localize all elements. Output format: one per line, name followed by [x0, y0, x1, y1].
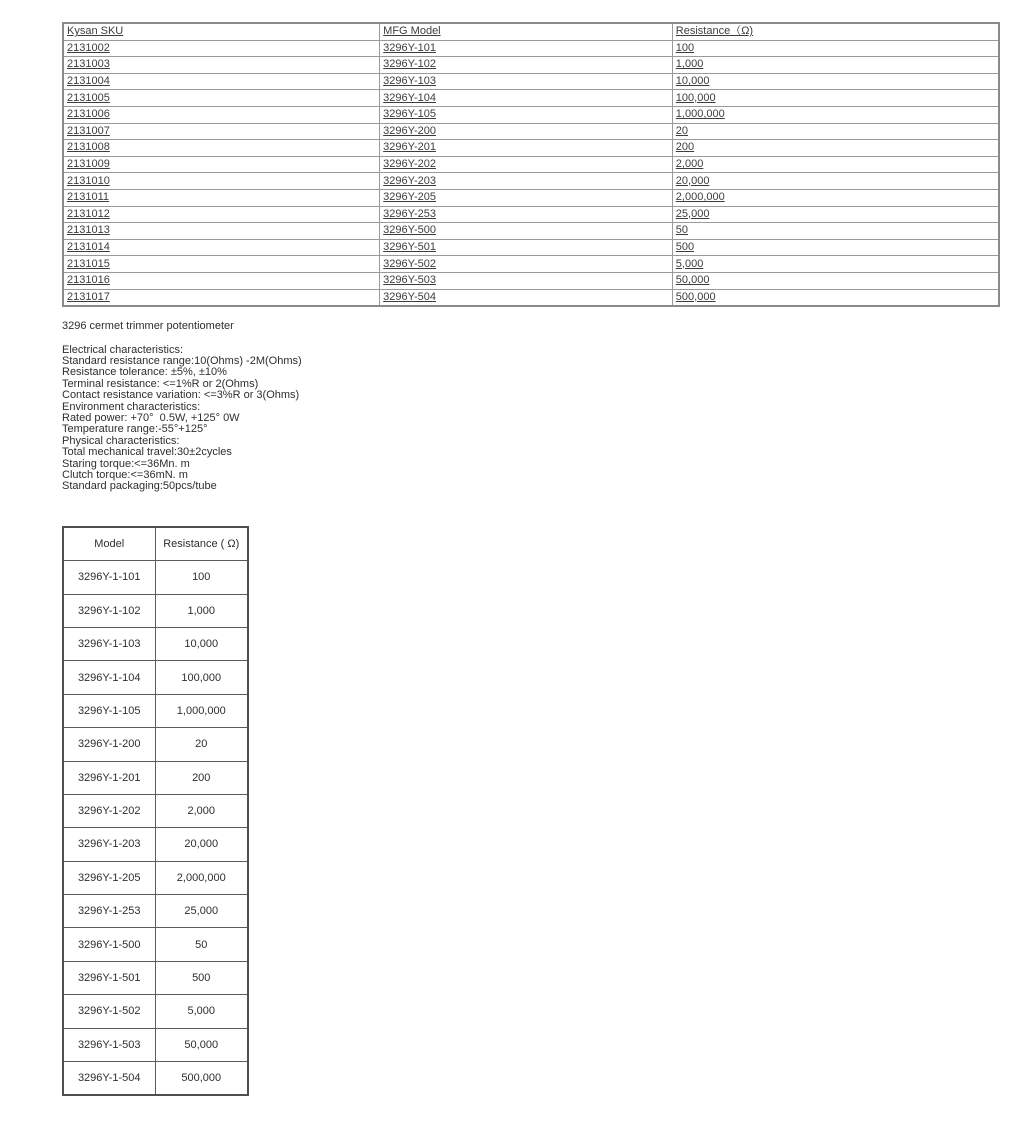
model-table-row	[63, 661, 248, 694]
model-table-row	[63, 895, 248, 928]
sku-table-header-model	[380, 23, 673, 40]
resistance-link[interactable]: 50	[675, 224, 689, 237]
sku-table-cell-sku	[63, 40, 380, 57]
sku-table-cell-model	[380, 106, 673, 123]
sku-table-row	[63, 256, 999, 273]
sku-link[interactable]: 2131012	[67, 207, 110, 220]
sku-link[interactable]: 2131008	[67, 141, 110, 154]
spec-line: Temperature range:-55°+125°	[62, 423, 208, 436]
model-table-cell-resistance: 2,000,000	[155, 861, 248, 894]
spec-line: Rated power: +70° 0.5W, +125° 0W	[62, 411, 240, 424]
sku-table-cell-resistance	[672, 289, 999, 306]
sku-link[interactable]: 2131010	[67, 174, 110, 187]
sku-table-row	[63, 272, 999, 289]
sku-table-header-resistance	[672, 23, 999, 40]
model-table-cell-resistance: 20	[155, 728, 248, 761]
model-table-cell-resistance: 50,000	[155, 1028, 248, 1061]
model-table-cell-model: 3296Y-1-101	[63, 561, 155, 594]
sku-link[interactable]: 2131005	[67, 91, 110, 104]
resistance-link[interactable]: 5,000	[675, 257, 704, 270]
sku-table-row	[63, 289, 999, 306]
spec-line: Electrical characteristics:	[62, 343, 184, 356]
sku-link[interactable]: 2131007	[67, 124, 110, 137]
sku-table-cell-resistance	[672, 73, 999, 90]
model-table-cell-resistance: 100,000	[155, 661, 248, 694]
resistance-link[interactable]: 50,000	[675, 274, 710, 287]
resistance-link[interactable]: 100,000	[675, 91, 716, 104]
sku-link[interactable]: 2131016	[67, 274, 110, 287]
sku-link[interactable]: 2131003	[67, 58, 110, 71]
sku-table-cell-model	[380, 73, 673, 90]
model-table-cell-resistance: 20,000	[155, 828, 248, 861]
sku-table-cell-model	[380, 206, 673, 223]
sku-table-cell-sku	[63, 123, 380, 140]
sku-table-cell-model	[380, 272, 673, 289]
sku-table-cell-sku	[63, 156, 380, 173]
model-table-row	[63, 1062, 248, 1096]
model-table-cell-resistance: 2,000	[155, 794, 248, 827]
sku-table-row	[63, 173, 999, 190]
model-table-cell-resistance: 200	[155, 761, 248, 794]
sku-table-cell-model	[380, 223, 673, 240]
resistance-link[interactable]: 1,000,000	[675, 108, 725, 121]
spec-line: Staring torque:<=36Mn. m	[62, 457, 190, 470]
sku-table-cell-resistance	[672, 206, 999, 223]
sku-link[interactable]: 2131017	[67, 290, 110, 303]
sku-table-cell-sku	[63, 223, 380, 240]
model-link[interactable]: 3296Y-101	[383, 41, 436, 54]
model-table-cell-model: 3296Y-1-501	[63, 961, 155, 994]
product-title: 3296 cermet trimmer potentiometer	[62, 320, 234, 333]
resistance-link[interactable]: 10,000	[675, 75, 710, 88]
model-link[interactable]: 3296Y-201	[383, 141, 436, 154]
model-table-cell-model: 3296Y-1-103	[63, 627, 155, 660]
sku-table-cell-resistance	[672, 156, 999, 173]
model-table-cell-model: 3296Y-1-201	[63, 761, 155, 794]
model-link[interactable]: 3296Y-502	[383, 257, 436, 270]
sku-link[interactable]: 2131014	[67, 241, 110, 254]
sku-table-cell-sku	[63, 256, 380, 273]
sku-table-cell-model	[380, 57, 673, 74]
model-table-cell-model: 3296Y-1-200	[63, 728, 155, 761]
model-link[interactable]: 3296Y-205	[383, 191, 436, 204]
sku-table-cell-model	[380, 40, 673, 57]
model-table-row	[63, 828, 248, 861]
model-link[interactable]: 3296Y-102	[383, 58, 436, 71]
model-table-row	[63, 995, 248, 1028]
sku-table-cell-resistance	[672, 189, 999, 206]
sku-table-cell-resistance	[672, 272, 999, 289]
model-table-cell-resistance: 50	[155, 928, 248, 961]
resistance-link[interactable]: 500	[675, 241, 695, 254]
sku-table-cell-model	[380, 123, 673, 140]
resistance-link[interactable]: 20,000	[675, 174, 710, 187]
model-table-cell-model: 3296Y-1-500	[63, 928, 155, 961]
model-table-row	[63, 761, 248, 794]
model-table-row	[63, 594, 248, 627]
model-link[interactable]: 3296Y-203	[383, 174, 436, 187]
sku-table-cell-resistance	[672, 173, 999, 190]
sku-table-cell-resistance	[672, 223, 999, 240]
model-table-header-resistance: Resistance ( Ω)	[155, 527, 248, 561]
spec-line: Total mechanical travel:30±2cycles	[62, 446, 232, 459]
model-table-cell-model: 3296Y-1-105	[63, 694, 155, 727]
model-table-cell-model: 3296Y-1-253	[63, 895, 155, 928]
sku-table-row	[63, 57, 999, 74]
sku-link[interactable]: 2131006	[67, 108, 110, 121]
model-link[interactable]: 3296Y-202	[383, 158, 436, 171]
model-table-cell-resistance: 1,000	[155, 594, 248, 627]
sku-link[interactable]: 2131015	[67, 257, 110, 270]
model-table-cell-model: 3296Y-1-504	[63, 1062, 155, 1096]
sku-table-cell-model	[380, 156, 673, 173]
sku-table-row	[63, 40, 999, 57]
sku-table-cell-sku	[63, 106, 380, 123]
resistance-link[interactable]: 2,000,000	[675, 191, 725, 204]
model-resistance-table	[62, 526, 249, 1097]
model-table-cell-model: 3296Y-1-202	[63, 794, 155, 827]
model-table-cell-model: 3296Y-1-502	[63, 995, 155, 1028]
sku-table-cell-resistance	[672, 256, 999, 273]
model-link[interactable]: 3296Y-500	[383, 224, 436, 237]
sku-table-header-link-resistance[interactable]: Resistance（Ω)	[675, 25, 754, 38]
sku-table-cell-sku	[63, 272, 380, 289]
model-table-cell-resistance: 500,000	[155, 1062, 248, 1096]
sku-table-row	[63, 140, 999, 157]
spec-line: Clutch torque:<=36mN. m	[62, 468, 188, 481]
model-table-header-row	[63, 527, 248, 561]
model-table-header-model: Model	[63, 527, 155, 561]
product-spec-lines	[62, 345, 1022, 493]
model-table-row	[63, 928, 248, 961]
sku-table-row	[63, 123, 999, 140]
spec-line: Terminal resistance: <=1%R or 2(Ohms)	[62, 377, 259, 390]
sku-table-cell-sku	[63, 239, 380, 256]
sku-table-cell-sku	[63, 140, 380, 157]
resistance-link[interactable]: 1,000	[675, 58, 704, 71]
sku-table-cell-model	[380, 239, 673, 256]
model-table-cell-model: 3296Y-1-205	[63, 861, 155, 894]
model-table-cell-resistance: 1,000,000	[155, 694, 248, 727]
sku-table-cell-resistance	[672, 57, 999, 74]
model-table-cell-resistance: 25,000	[155, 895, 248, 928]
model-table-row	[63, 1028, 248, 1061]
sku-table-row	[63, 73, 999, 90]
model-table-row	[63, 627, 248, 660]
model-table-cell-model: 3296Y-1-203	[63, 828, 155, 861]
model-link[interactable]: 3296Y-253	[383, 207, 436, 220]
sku-table-cell-model	[380, 140, 673, 157]
spec-line: Environment characteristics:	[62, 400, 201, 413]
resistance-link[interactable]: 2,000	[675, 158, 704, 171]
spec-line: Standard packaging:50pcs/tube	[62, 480, 217, 493]
sku-table-cell-sku	[63, 73, 380, 90]
sku-table-row	[63, 189, 999, 206]
model-table-cell-model: 3296Y-1-104	[63, 661, 155, 694]
sku-link[interactable]: 2131011	[67, 191, 110, 204]
model-table-row	[63, 861, 248, 894]
sku-table-header-row	[63, 23, 999, 40]
sku-table-cell-sku	[63, 90, 380, 107]
sku-table-row	[63, 156, 999, 173]
model-link[interactable]: 3296Y-104	[383, 91, 436, 104]
model-table-cell-model: 3296Y-1-503	[63, 1028, 155, 1061]
sku-table-row	[63, 90, 999, 107]
model-link[interactable]: 3296Y-501	[383, 241, 436, 254]
sku-table-cell-sku	[63, 189, 380, 206]
sku-table-cell-model	[380, 173, 673, 190]
resistance-link[interactable]: 200	[675, 141, 695, 154]
sku-table-cell-sku	[63, 57, 380, 74]
model-table-row	[63, 561, 248, 594]
sku-table-row	[63, 239, 999, 256]
sku-table-header-link-sku[interactable]: Kysan SKU	[67, 25, 124, 38]
spec-line: Physical characteristics:	[62, 434, 180, 447]
sku-table-cell-sku	[63, 206, 380, 223]
sku-table-row	[63, 206, 999, 223]
model-table-cell-model: 3296Y-1-102	[63, 594, 155, 627]
product-description	[62, 321, 1022, 493]
sku-table-cell-sku	[63, 173, 380, 190]
spec-line: Standard resistance range:10(Ohms) -2M(Ohms)	[62, 354, 302, 367]
sku-link[interactable]: 2131004	[67, 75, 110, 88]
model-table-row	[63, 728, 248, 761]
model-table-row	[63, 794, 248, 827]
sku-table-cell-sku	[63, 289, 380, 306]
sku-table-cell-resistance	[672, 90, 999, 107]
resistance-link[interactable]: 20	[675, 124, 689, 137]
sku-table-header-link-model[interactable]: MFG Model	[383, 25, 441, 38]
model-link[interactable]: 3296Y-103	[383, 75, 436, 88]
model-table-cell-resistance: 5,000	[155, 995, 248, 1028]
model-table-row	[63, 694, 248, 727]
model-table-row	[63, 961, 248, 994]
sku-table-row	[63, 223, 999, 240]
model-link[interactable]: 3296Y-504	[383, 290, 436, 303]
model-link[interactable]: 3296Y-105	[383, 108, 436, 121]
sku-table-header-sku	[63, 23, 380, 40]
sku-table-cell-model	[380, 256, 673, 273]
sku-table-cell-resistance	[672, 123, 999, 140]
sku-link[interactable]: 2131009	[67, 158, 110, 171]
resistance-link[interactable]: 25,000	[675, 207, 710, 220]
sku-table-cell-resistance	[672, 106, 999, 123]
sku-table-cell-resistance	[672, 40, 999, 57]
sku-table-cell-model	[380, 90, 673, 107]
sku-table-cell-model	[380, 189, 673, 206]
resistance-link[interactable]: 500,000	[675, 290, 716, 303]
model-link[interactable]: 3296Y-503	[383, 274, 436, 287]
sku-link[interactable]: 2131013	[67, 224, 110, 237]
sku-table-cell-resistance	[672, 140, 999, 157]
sku-table-row	[63, 106, 999, 123]
model-table-cell-resistance: 500	[155, 961, 248, 994]
model-link[interactable]: 3296Y-200	[383, 124, 436, 137]
sku-price-table	[62, 22, 1000, 307]
spec-line: Resistance tolerance: ±5%, ±10%	[62, 366, 227, 379]
model-table-cell-resistance: 10,000	[155, 627, 248, 660]
spec-line: Contact resistance variation: <=3%R or 3(Ohms)	[62, 389, 300, 402]
model-table-cell-resistance: 100	[155, 561, 248, 594]
sku-link[interactable]: 2131002	[67, 41, 110, 54]
resistance-link[interactable]: 100	[675, 41, 695, 54]
sku-table-cell-model	[380, 289, 673, 306]
sku-table-cell-resistance	[672, 239, 999, 256]
